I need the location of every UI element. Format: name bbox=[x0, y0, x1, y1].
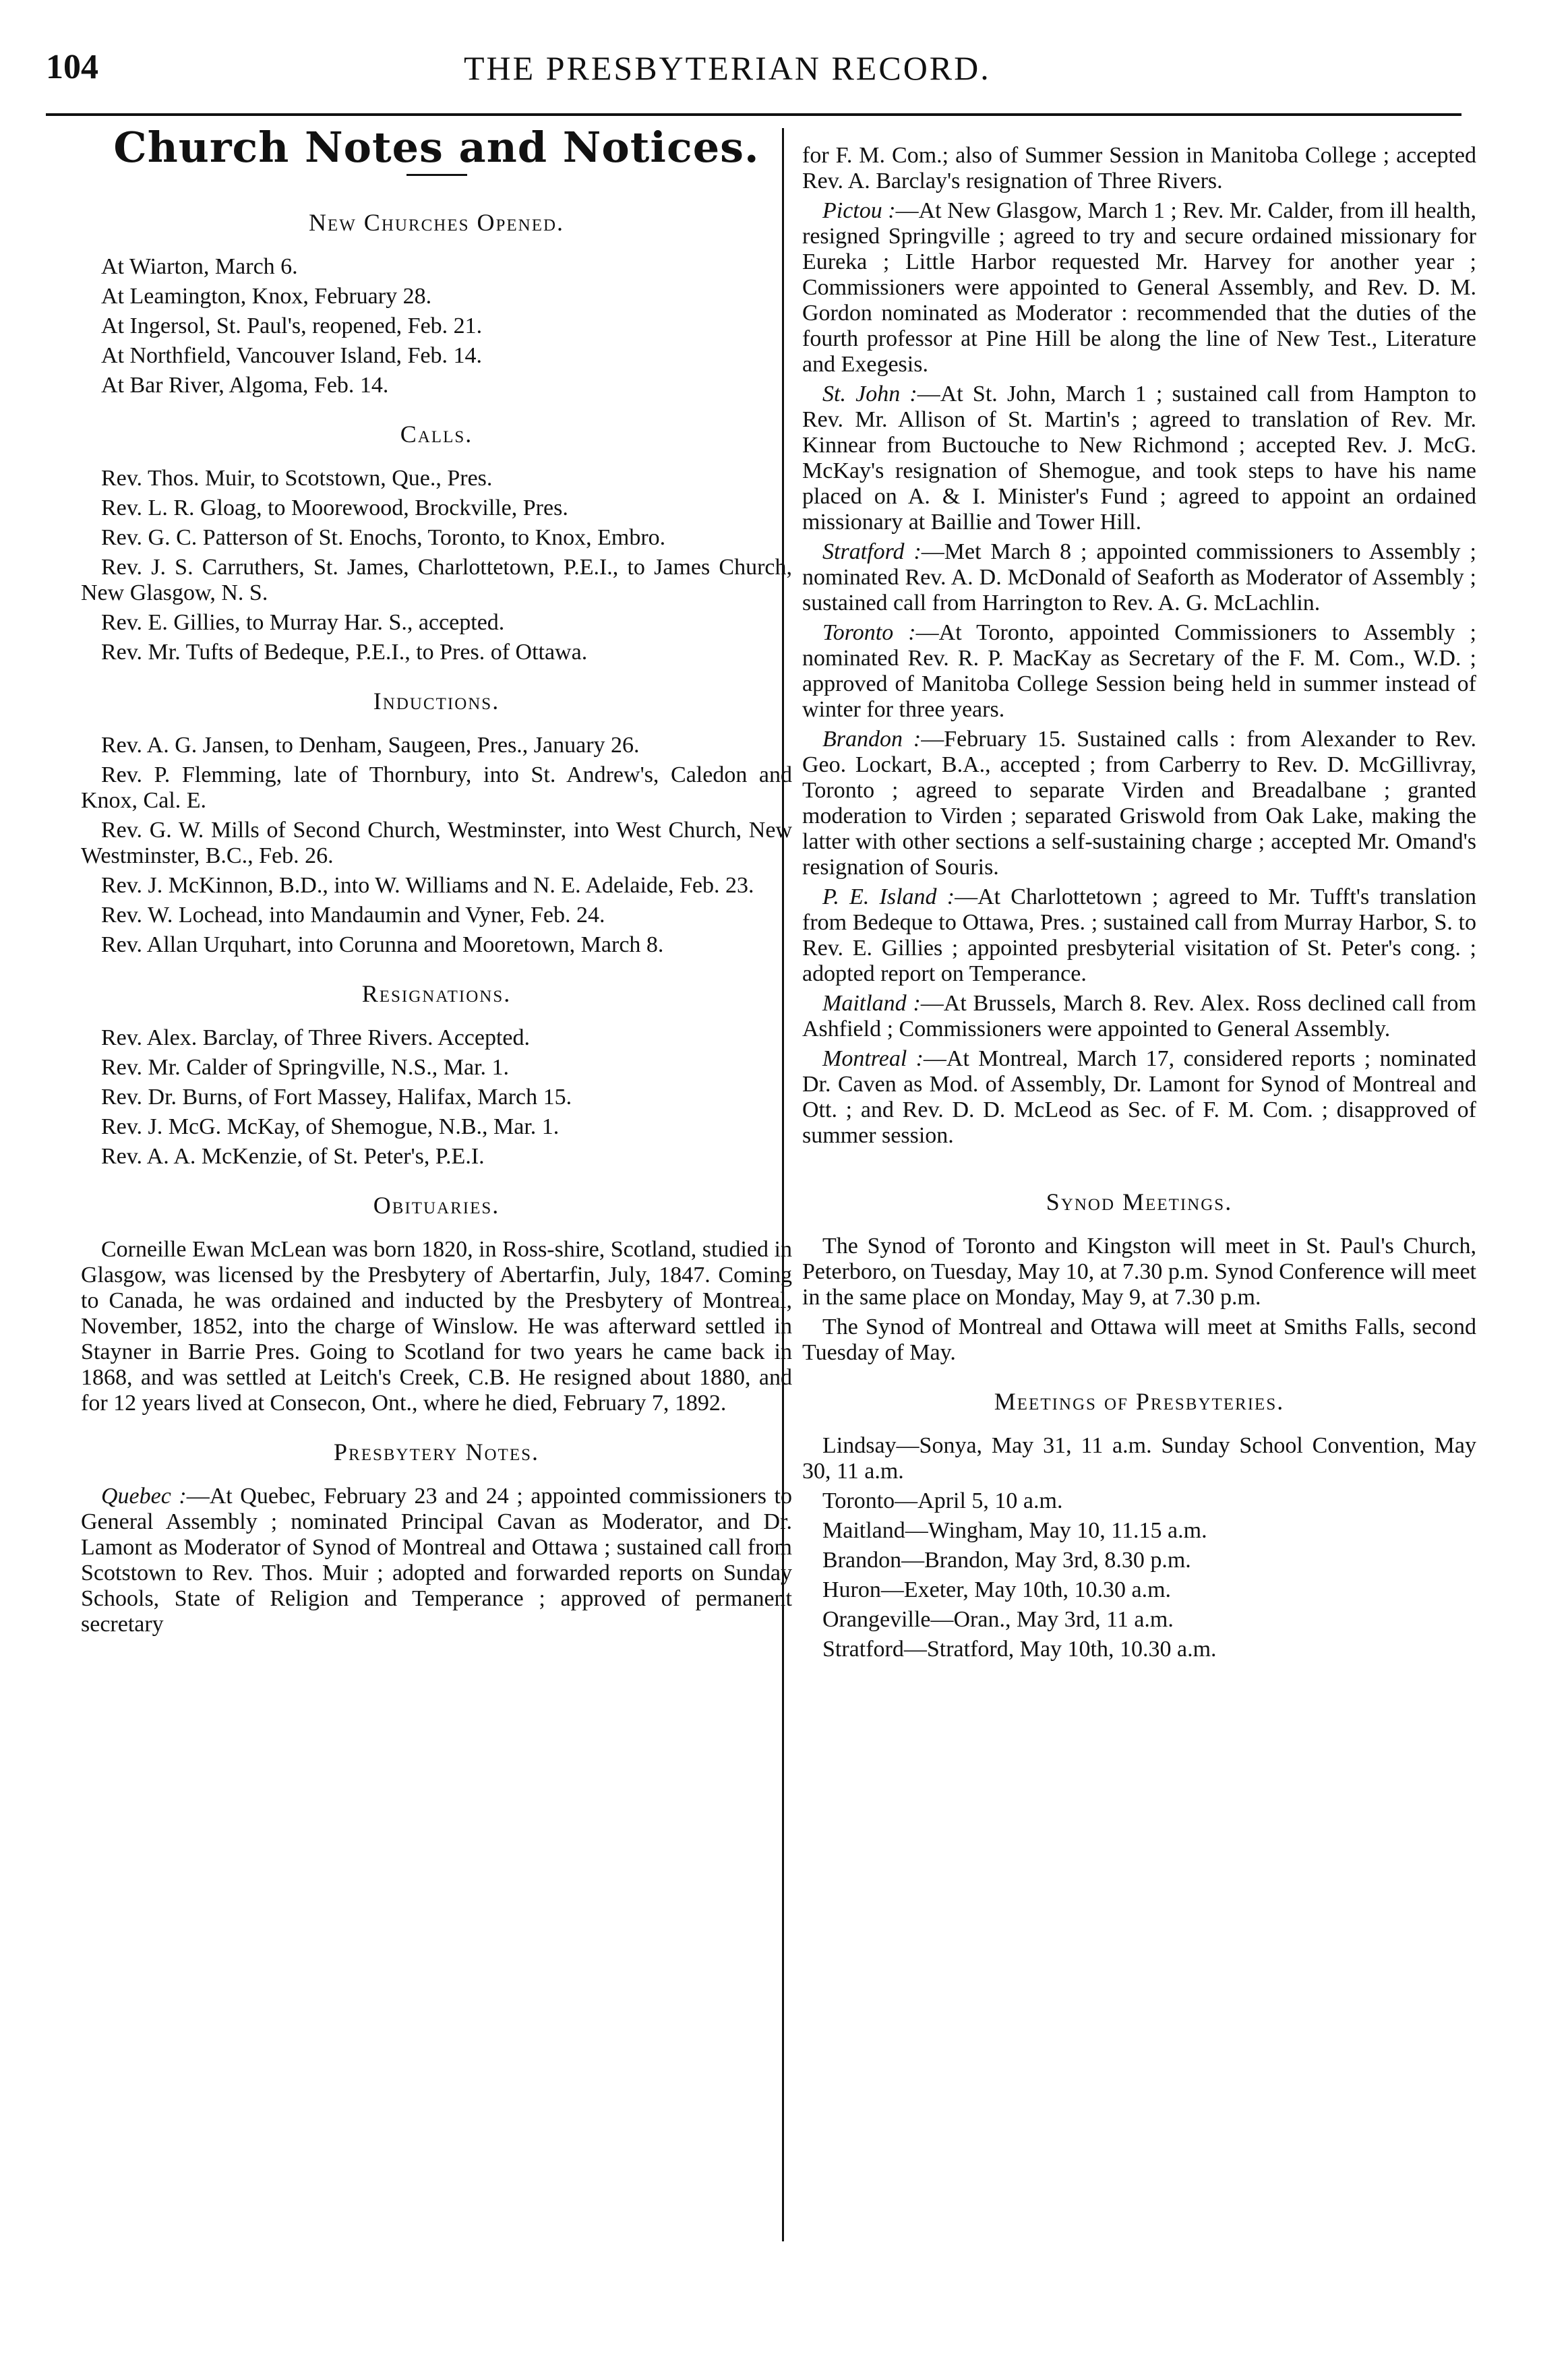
presbytery-note bbox=[802, 198, 1476, 377]
presbytery-note bbox=[802, 1046, 1476, 1149]
title-rule bbox=[406, 174, 467, 176]
list-item: Rev. Alex. Barclay, of Three Rivers. Accepted. bbox=[101, 1025, 531, 1050]
list-item: Rev. J. S. Carruthers, St. James, Charlottetown, P.E.I., to James Church, New Glasgow, N. S. bbox=[81, 555, 792, 605]
left-column bbox=[81, 123, 792, 1641]
note-lead: Montreal : bbox=[822, 1046, 924, 1071]
list-item: Rev. W. Lochead, into Mandaumin and Vyner, Feb. 24. bbox=[101, 903, 605, 928]
presbytery-note bbox=[802, 727, 1476, 880]
note-text: —At St. John, March 1 ; sustained call from Hampton to Rev. Mr. Allison of St. Martin's ; agreed to translation of Rev. Mr. Kinnear from Buctouche to New Richmond ; accepted Rev. J. McG. McKay's resignation of Shemogue, and took steps to have his name placed on A. & I. Minister's Fund ; agreed to appoint an ordained missionary at Baillie and Tower Hill. bbox=[802, 382, 1476, 535]
note-lead: Stratford : bbox=[822, 539, 922, 564]
right-column bbox=[802, 143, 1476, 1666]
resignations-heading: Resignations. bbox=[361, 980, 512, 1007]
note-text: —Met March 8 ; appointed commissioners to Assembly ; nominated Rev. A. D. McDonald of Seaforth as Moderator of Assembly ; sustained call from Harrington to Rev. A. G. McLachlin. bbox=[802, 539, 1476, 615]
list-item: Rev. P. Flemming, late of Thornbury, into St. Andrew's, Caledon and Knox, Cal. E. bbox=[81, 762, 792, 813]
note-lead: P. E. Island : bbox=[822, 884, 955, 909]
list-item: At Wiarton, March 6. bbox=[101, 254, 298, 279]
note-lead: Quebec : bbox=[101, 1484, 187, 1509]
list-item: Rev. J. McG. McKay, of Shemogue, N.B., Mar. 1. bbox=[101, 1114, 560, 1139]
presbytery-note-quebec bbox=[81, 1484, 792, 1637]
list-item: Lindsay—Sonya, May 31, 11 a.m. Sunday School Convention, May 30, 11 a.m. bbox=[802, 1433, 1476, 1484]
list-item: At Leamington, Knox, February 28. bbox=[101, 284, 432, 309]
note-lead: Toronto : bbox=[822, 620, 916, 645]
list-item: Rev. Allan Urquhart, into Corunna and Mooretown, March 8. bbox=[101, 932, 664, 957]
presbytery-meetings-heading: Meetings of Presbyteries. bbox=[994, 1388, 1285, 1415]
page-number: 104 bbox=[46, 48, 98, 86]
synod-paragraph: The Synod of Toronto and Kingston will meet in St. Paul's Church, Peterboro, on Tuesday, May 10, at 7.30 p.m. Synod Conference will meet in the same place on Monday, May 9, at 7.30 p.m. bbox=[802, 1234, 1476, 1310]
presbytery-note bbox=[802, 991, 1476, 1042]
list-item: Orangeville—Oran., May 3rd, 11 a.m. bbox=[822, 1607, 1174, 1632]
presbytery-note bbox=[802, 382, 1476, 535]
obituary-text: Corneille Ewan McLean was born 1820, in Ross-shire, Scotland, studied in Glasgow, was licensed by the Presbytery of Abertarfin, July, 1847. Coming to Canada, he was ordained and inducted by the Presbytery of Montreal, November, 1852, into the charge of Winslow. He was afterward settled in Stayner in Barrie Pres. Going to Scotland for two years he came back in 1868, and was settled at Leitch's Creek, C.B. He resigned about 1880, and for 12 years lived at Consecon, Ont., where he died, February 7, 1892. bbox=[81, 1237, 792, 1416]
list-item: Rev. E. Gillies, to Murray Har. S., accepted. bbox=[101, 610, 505, 635]
presbytery-notes-heading: Presbytery Notes. bbox=[334, 1439, 539, 1465]
list-item: Rev. J. McKinnon, B.D., into W. Williams and N. E. Adelaide, Feb. 23. bbox=[101, 873, 754, 898]
obituaries-heading: Obituaries. bbox=[373, 1192, 500, 1219]
list-item: At Bar River, Algoma, Feb. 14. bbox=[101, 373, 389, 398]
list-item: Rev. Mr. Tufts of Bedeque, P.E.I., to Pres. of Ottawa. bbox=[101, 640, 588, 665]
header-rule bbox=[46, 113, 1461, 116]
list-item: Brandon—Brandon, May 3rd, 8.30 p.m. bbox=[822, 1548, 1191, 1573]
section-title: Church Notes and Notices. bbox=[113, 123, 760, 172]
list-item: Rev. A. G. Jansen, to Denham, Saugeen, Pres., January 26. bbox=[101, 733, 640, 758]
presbytery-note-quebec-continued: for F. M. Com.; also of Summer Session in Manitoba College ; accepted Rev. A. Barclay's resignation of Three Rivers. bbox=[802, 143, 1476, 193]
note-lead: Maitland : bbox=[822, 991, 921, 1016]
list-item: Maitland—Wingham, May 10, 11.15 a.m. bbox=[822, 1518, 1207, 1543]
list-item: Rev. Mr. Calder of Springville, N.S., Mar. 1. bbox=[101, 1055, 510, 1080]
page-header bbox=[46, 47, 1461, 101]
note-text: —At Charlottetown ; agreed to Mr. Tufft's translation from Bedeque to Ottawa, Pres. ; sustained call from Murray Harbor, S. to Rev. E. Gillies ; appointed presbyterial visitation of St. Peter's cong. ; adopted report on Temperance. bbox=[802, 884, 1477, 986]
inductions-heading: Inductions. bbox=[373, 688, 500, 715]
running-head: THE PRESBYTERIAN RECORD. bbox=[464, 49, 991, 87]
note-lead: Pictou : bbox=[822, 198, 896, 223]
note-lead: Brandon : bbox=[822, 727, 922, 752]
list-item: Stratford—Stratford, May 10th, 10.30 a.m. bbox=[822, 1637, 1217, 1662]
list-item: Toronto—April 5, 10 a.m. bbox=[822, 1488, 1063, 1513]
note-text: —At Quebec, February 23 and 24 ; appointed commissioners to General Assembly ; nominated Principal Cavan as Moderator, and Dr. Lamont as Moderator of Synod of Montreal and Ottawa ; sustained call from Scotstown to Rev. Thos. Muir ; adopted and forwarded reports on Sunday Schools, State of Religion and Temperance ; approved of permanent secretary bbox=[81, 1484, 792, 1637]
note-text: —February 15. Sustained calls : from Alexander to Rev. Geo. Lockart, B.A., accepted ; from Carberry to Rev. D. McGillivray, Toronto ; agreed to separate Virden and Breadalbane ; granted moderation to Virden ; separated Griswold from Oak Lake, making the latter with other sections a self-sustaining charge ; accepted Mr. Omand's resignation of Souris. bbox=[802, 727, 1476, 880]
note-text: —At Brussels, March 8. Rev. Alex. Ross declined call from Ashfield ; Commissioners were appointed to General Assembly. bbox=[802, 991, 1476, 1041]
list-item: Rev. G. W. Mills of Second Church, Westminster, into West Church, New Westminster, B.C., Feb. 26. bbox=[81, 818, 792, 868]
list-item: Rev. G. C. Patterson of St. Enochs, Toronto, to Knox, Embro. bbox=[101, 525, 666, 550]
list-item: Rev. L. R. Gloag, to Moorewood, Brockville, Pres. bbox=[101, 495, 568, 520]
note-text: —At Toronto, appointed Commissioners to Assembly ; nominated Rev. R. P. MacKay as Secretary of the F. M. Com., W.D. ; approved of Manitoba College Session being held in summer instead of winter for three years. bbox=[802, 620, 1476, 722]
note-text: —At Montreal, March 17, considered reports ; nominated Dr. Caven as Mod. of Assembly, Dr. Lamont for Synod of Montreal and Ott. ; and Rev. D. D. McLeod as Sec. of F. M. Com. ; disapproved of summer session. bbox=[802, 1046, 1476, 1148]
synod-meetings-heading: Synod Meetings. bbox=[1046, 1188, 1233, 1215]
list-item: At Northfield, Vancouver Island, Feb. 14. bbox=[101, 343, 482, 368]
list-item: Rev. Dr. Burns, of Fort Massey, Halifax, March 15. bbox=[101, 1085, 572, 1110]
calls-heading: Calls. bbox=[400, 421, 473, 448]
list-item: Rev. A. A. McKenzie, of St. Peter's, P.E.I. bbox=[101, 1144, 485, 1169]
presbytery-note bbox=[802, 620, 1476, 723]
list-item: Huron—Exeter, May 10th, 10.30 a.m. bbox=[822, 1577, 1172, 1602]
list-item: At Ingersol, St. Paul's, reopened, Feb. 21. bbox=[101, 313, 483, 338]
synod-paragraph: The Synod of Montreal and Ottawa will meet at Smiths Falls, second Tuesday of May. bbox=[802, 1314, 1476, 1365]
note-lead: St. John : bbox=[822, 382, 917, 406]
list-item: Rev. Thos. Muir, to Scotstown, Que., Pres. bbox=[101, 466, 493, 491]
note-text: —At New Glasgow, March 1 ; Rev. Mr. Calder, from ill health, resigned Springville ; agreed to try and secure ordained missionary for Eureka ; Little Harbor requested Mr. Harvey for another year ; Commissioners were appointed to General Assembly, and Rev. D. M. Gordon nominated as Moderator : recommended that the duties of the fourth professor at Pine Hill be along the line of New Test., Literature and Exegesis. bbox=[802, 198, 1476, 377]
new-churches-heading: New Churches Opened. bbox=[308, 209, 565, 236]
presbytery-note bbox=[802, 539, 1476, 616]
presbytery-note bbox=[802, 884, 1476, 987]
